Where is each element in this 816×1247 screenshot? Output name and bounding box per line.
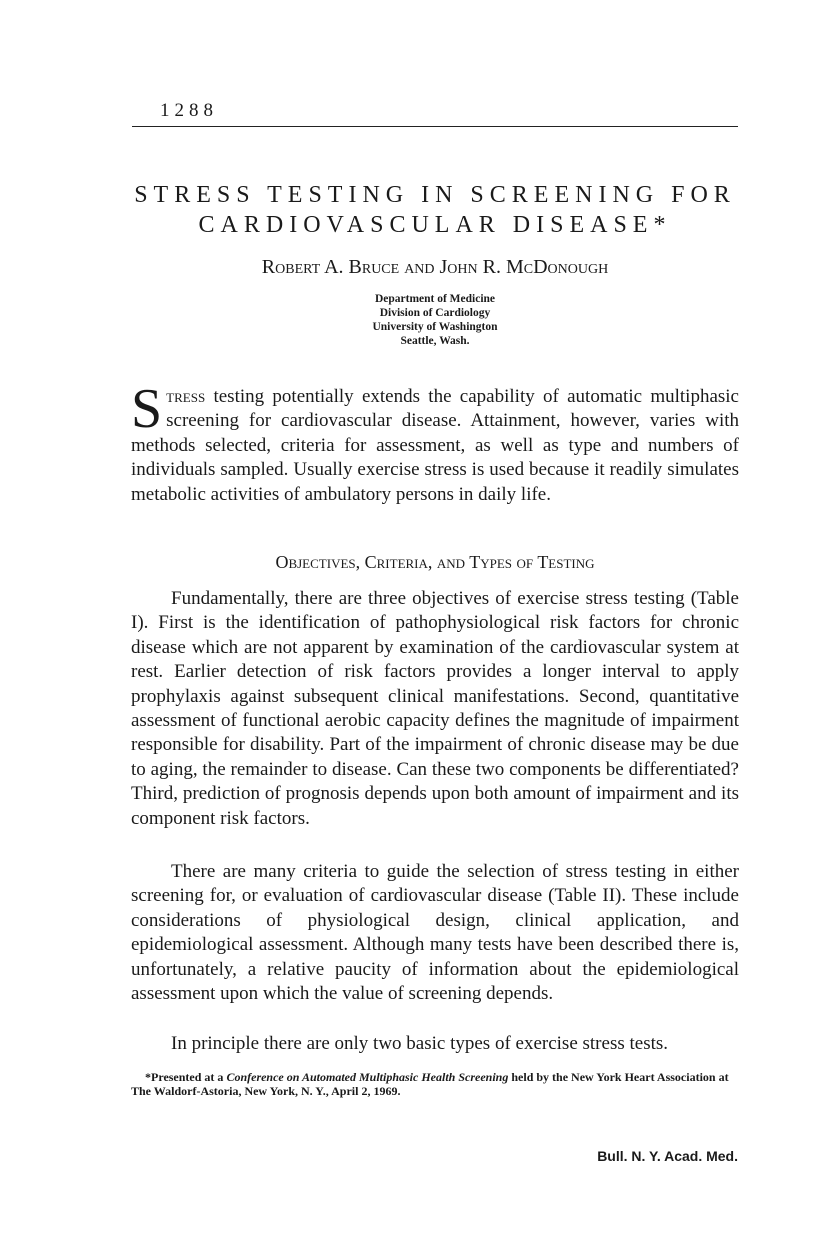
intro-text: testing potentially extends the capability of automatic multiphasic screening for cardiovascular disease. Attainment, however, varies with methods selected, criteria for assessment, as well as type and numbers of individuals sampled. Usually exercise stress is used because it readily simulates metabolic activities of ambulatory persons in daily life. (131, 386, 739, 505)
header-rule (132, 126, 738, 127)
affiliation (132, 292, 738, 348)
footnote-tail: held by the New York Heart Association at The Waldorf-Astoria, New York, N. Y., April 2, 1969. (131, 1070, 729, 1098)
paragraph-objectives: Fundamentally, there are three objectives of exercise stress testing (Table I). First is the identification of pathophysiological risk factors for chronic disease which are not apparent by examination of the cardiovascular system at rest. Earlier detection of risk factors provides a longer interval to apply prophylaxis against subsequent clinical manifestations. Second, quantitative assessment of functional aerobic capacity defines the magnitude of impairment responsible for disability. Part of the impairment of chronic disease may be due to aging, the remainder to disease. Can these two components be differentiated? Third, prediction of prognosis depends upon both amount of impairment and its component risk factors. (131, 588, 739, 829)
affiliation-line: Department of Medicine (374, 293, 496, 305)
section-heading: Objectives, Criteria, and Types of Testing (275, 552, 595, 572)
paragraph-types: In principle there are only two basic types of exercise stress tests. (171, 1033, 669, 1054)
journal-name: Bull. N. Y. Acad. Med. (597, 1148, 738, 1164)
footnote-conference: Conference on Automated Multiphasic Health Screening (226, 1070, 509, 1084)
title-line-2: CARDIOVASCULAR DISEASE* (198, 212, 672, 238)
affiliation-line: Division of Cardiology (379, 307, 491, 319)
drop-cap: S (131, 378, 163, 440)
intro-lead-word: tress (166, 386, 206, 407)
affiliation-line: Seattle, Wash. (400, 335, 470, 347)
title-line-1: STRESS TESTING IN SCREENING FOR (134, 182, 736, 208)
affiliation-line: University of Washington (372, 321, 498, 333)
article-title (132, 180, 738, 240)
authors: Robert A. Bruce and John R. McDonough (261, 256, 609, 278)
page-number: 1288 (160, 100, 218, 121)
paragraph-criteria: There are many criteria to guide the selection of stress testing in either screening for, or evaluation of cardiovascular disease (Table II). These include considerations of physiological design, clinical application, and epidemiological assessment. Although many tests have been described there is, unfortunately, a relative paucity of information about the epidemiological assessment upon which the value of screening depends. (131, 861, 739, 1005)
footnote-lead: *Presented at a (145, 1070, 227, 1084)
footnote (131, 1071, 739, 1098)
intro-paragraph (131, 378, 739, 507)
